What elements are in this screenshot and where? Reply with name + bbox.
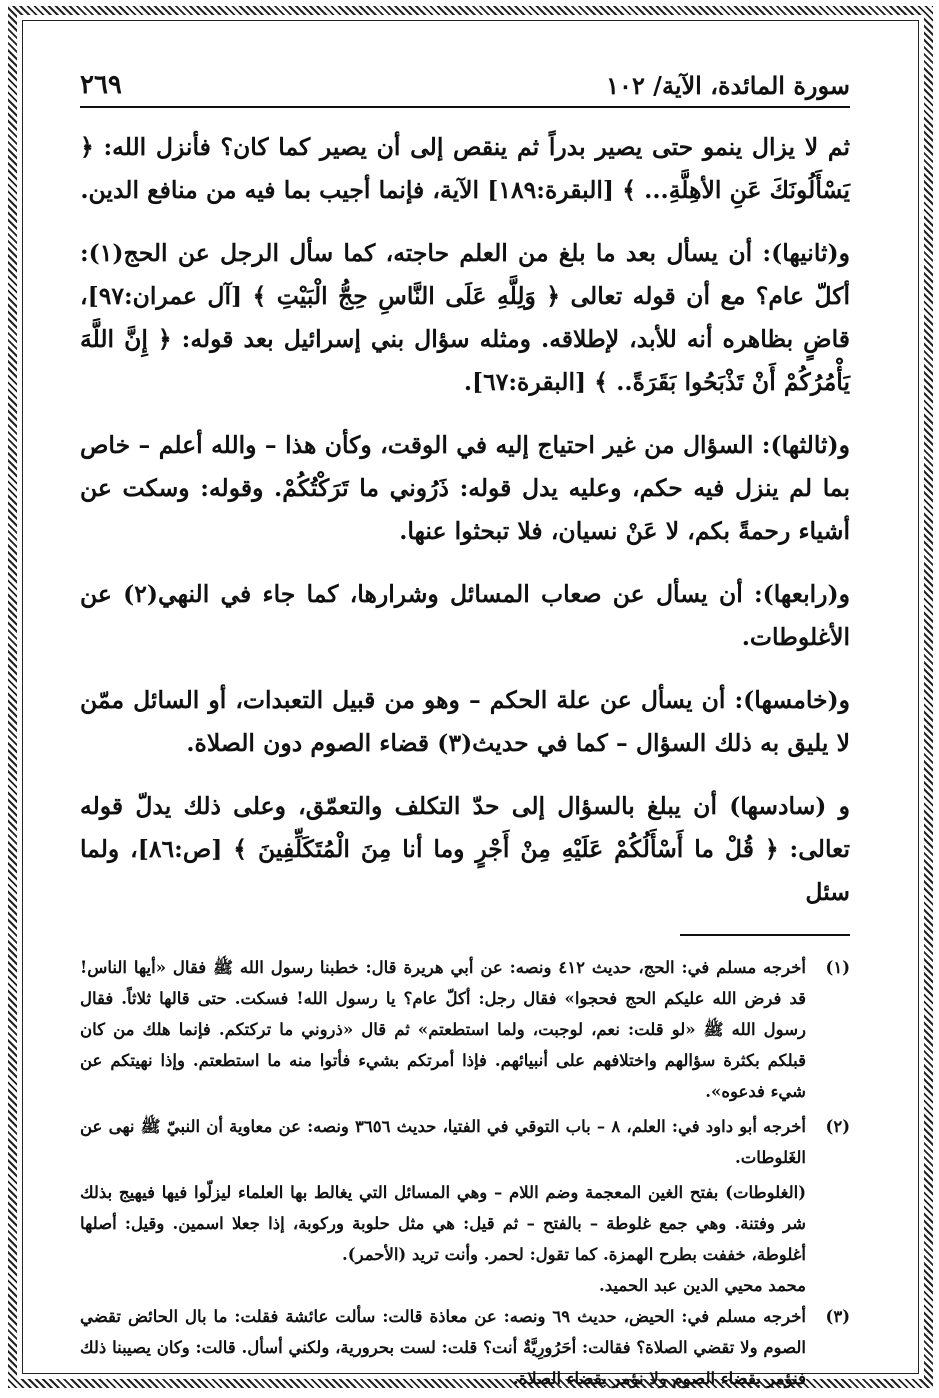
running-head-title: سورة المائدة، الآية/ ١٠٢ <box>606 71 850 100</box>
paragraph-fifth: و(خامسها): أن يسأل عن علة الحكم – وهو من قبيل التعبدات، أو السائل ممّن لا يليق به ذلك السؤال – كما في حديث(٣) قضاء الصوم دون الصلاة. <box>80 686 850 757</box>
footnote-2 <box>80 1111 850 1173</box>
footnote-1 <box>80 952 850 1107</box>
paragraph-sixth: و (سادسها) أن يبلغ بالسؤال إلى حدّ التكلف والتعمّق، وعلى ذلك يدلّ قوله تعالى: ﴿ قُلْ ما أَسْأَلُكُمْ عَلَيْهِ مِنْ أَجْرٍ وما أنا مِنَ الْمُتَكَلِّفِينَ ﴾ [ص:٨٦]، ولما سئل <box>80 792 850 906</box>
footnote-note-signature: محمد محيي الدين عبد الحميد. <box>599 1276 806 1295</box>
footnote-number: (٢) <box>825 1117 850 1136</box>
paragraph-second: و(ثانيها): أن يسأل بعد ما بلغ من العلم حاجته، كما سأل الرجل عن الحج(١): أكلّ عام؟ مع أن قوله تعالى ﴿ وَلِلَّهِ عَلَى النَّاسِ حِجُّ الْبَيْتِ ﴾ [آل عمران:٩٧]، قاضٍ بظاهره أنه للأبد، لإطلاقه. ومثله سؤال بني إسرائيل بعد قوله: ﴿ إِنَّ اللَّهَ يَأْمُرُكُمْ أَنْ تَذْبَحُوا بَقَرَةً.. ﴾ [البقرة:٦٧]. <box>80 239 850 396</box>
footnote-text: أخرجه مسلم في: الحج، حديث ٤١٢ ونصه: عن أبي هريرة قال: خطبنا رسول الله ﷺ فقال «أيها الناس! قد فرض الله عليكم الحج فحجوا» فقال رجل: أكلّ عام؟ يا رسول الله! فسكت. حتى قالها ثلاثاً. فقال رسول الله ﷺ «لو قلت: نعم، لوجبت، ولما استطعتم» ثم قال «ذروني ما تركتكم. فإنما هلك من كان قبلكم بكثرة سؤالهم واختلافهم على أنبيائهم. فإذا أمرتكم بشيء فأتوا منه ما استطعتم. وإذا نهيتكم عن شيء فدعوه». <box>80 958 807 1101</box>
footnote-2-editor-note <box>80 1177 850 1301</box>
book-page <box>80 60 850 1398</box>
footnote-note-text: (الغلوطات) بفتح الغين المعجمة وضم اللام – وهي المسائل التي يغالط بها العلماء ليزلّوا فيها فيهيج بذلك شر وفتنة. وهي جمع غلوطة – بالفتح – ثم قيل: هي مثل حلوبة وركوبة، إذا جعلا اسمين. وقيل: أصلها أغلوطة، خففت بطرح الهمزة. كما تقول: لحمر. وأنت تريد (الأحمر). <box>80 1183 806 1264</box>
footnotes <box>80 952 850 1394</box>
page-number: ٢٦٩ <box>80 70 122 100</box>
main-text <box>80 126 850 914</box>
paragraph-third: و(ثالثها): السؤال من غير احتياج إليه في الوقت، وكأن هذا – والله أعلم – خاص بما لم ينزل فيه حكم، وعليه يدل قوله: ذَرُوني ما تَرَكْتُكُمْ. وقوله: وسكت عن أشياء رحمةً بكم، لا عَنْ نسيان، فلا تبحثوا عنها. <box>80 431 850 545</box>
footnote-text: أخرجه أبو داود في: العلم، ٨ – باب التوقي في الفتيا، حديث ٣٦٥٦ ونصه: عن معاوية أن النبيّ ﷺ نهى عن الغَلوطات. <box>80 1117 806 1167</box>
footnote-number: (١) <box>825 958 850 977</box>
paragraph-fourth: و(رابعها): أن يسأل عن صعاب المسائل وشرارها، كما جاء في النهي(٢) عن الأغلوطات. <box>80 580 850 651</box>
paragraph-intro: ثم لا يزال ينمو حتى يصير بدراً ثم ينقص إلى أن يصير كما كان؟ فأنزل الله: ﴿ يَسْأَلُونَكَ عَنِ الأهِلَّةِ... ﴾ [البقرة:١٨٩] الآية، فإنما أجيب بما فيه من منافع الدين. <box>80 133 850 204</box>
footnote-separator <box>680 934 850 936</box>
page-header <box>80 60 850 108</box>
footnote-3 <box>80 1301 850 1394</box>
footnote-text: أخرجه مسلم في: الحيض، حديث ٦٩ ونصه: عن معاذة قالت: سألت عائشة فقلت: ما بال الحائض تقضي الصوم ولا تقضي الصلاة؟ فقالت: أحَرُورِيَّةٌ أنت؟ قلت: لست بحرورية، ولكني أسأل. قالت: وكان يصيبنا ذلك فنؤمر بقضاء الصوم ولا نؤمر بقضاء الصلاة. <box>80 1307 806 1388</box>
footnote-number: (٣) <box>825 1307 850 1326</box>
